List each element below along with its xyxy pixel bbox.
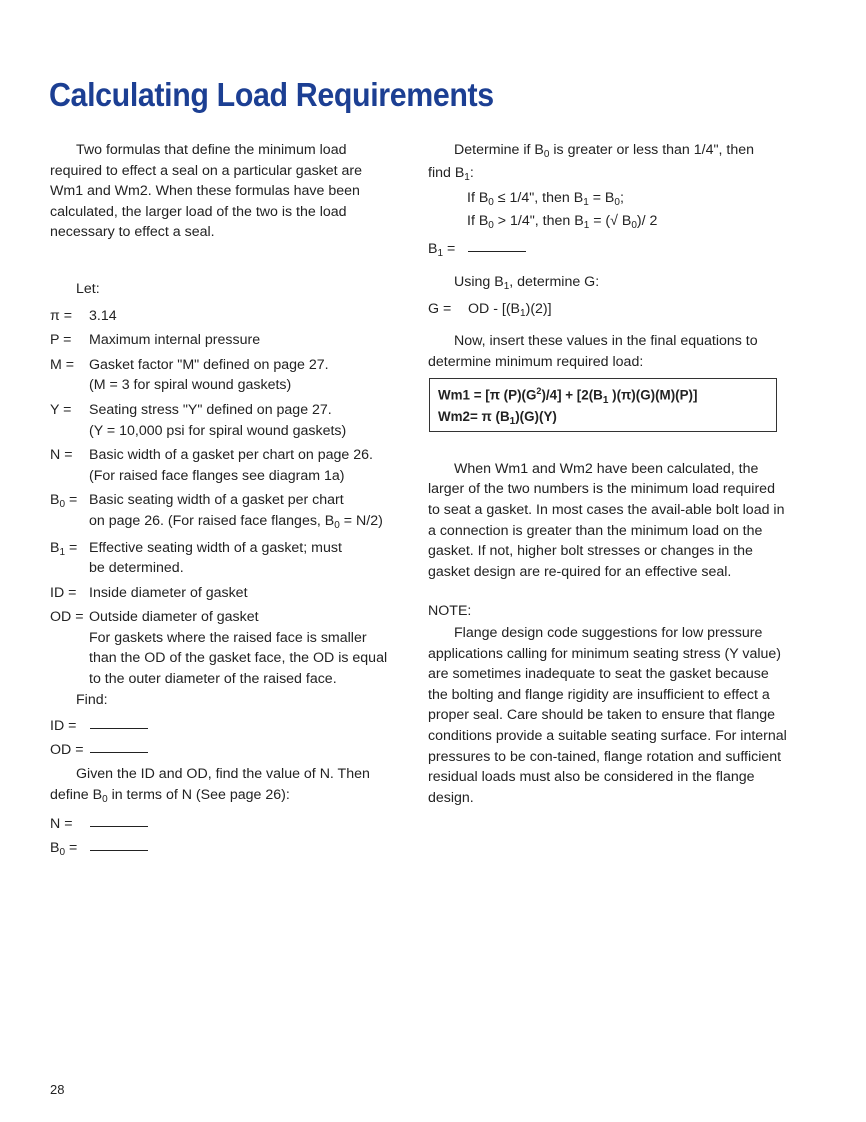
when-paragraph: When Wm1 and Wm2 have been calculated, the larger of the two numbers is the minimum load required to seat a gasket. In most cases the avail-able bolt load in a connection is greater than the minimum load on the gasket. If not, higher bolt stresses or changes in the gasket design are re-quired for an effective seal. — [428, 460, 785, 580]
def-text: Inside diameter of gasket — [89, 584, 248, 601]
left-column — [50, 140, 395, 861]
wm1-formula: Wm1 = [π $(P)(G^2)/4] + [2(B_1$ )(π)(G)(M)(P)] — [438, 386, 698, 406]
using-line: Using $B_1$, determine G: — [454, 273, 600, 292]
g-formula: OD - $[(B_1)(2)]$ — [468, 300, 552, 319]
blank-line — [468, 239, 526, 252]
def-note: be determined. — [89, 560, 184, 577]
def-text: Basic width of a gasket per chart on page 26. — [89, 447, 373, 464]
page-number: 28 — [50, 1082, 65, 1097]
blank-line — [90, 716, 148, 729]
note-label: NOTE: — [428, 603, 472, 620]
def-b0 — [50, 490, 395, 533]
find-id-row — [50, 716, 395, 737]
def-symbol: OD = — [50, 609, 84, 626]
given-paragraph: Given the ID and OD, find the value of N. Then define $B_0$ in terms of N (See page 26): — [50, 766, 370, 806]
def-b1 — [50, 538, 395, 579]
fill-label: $B_0$ = — [50, 840, 78, 859]
find-od-row — [50, 740, 395, 761]
blank-line — [90, 838, 148, 851]
def-symbol: $B_1$ = — [50, 539, 78, 558]
def-id — [50, 583, 395, 604]
fill-label: OD = — [50, 741, 84, 758]
condition-1: If $B_0 \le 1/4$", then $B_1 = B_0$; — [467, 190, 624, 209]
blank-line — [90, 814, 148, 827]
def-text: 3.14 — [89, 307, 117, 324]
def-y — [50, 400, 395, 441]
fill-label: G = — [428, 300, 452, 317]
fill-label: N = — [50, 815, 73, 832]
def-text: Seating stress "Y" defined on page 27. — [89, 401, 332, 418]
def-note: For gaskets where the raised face is smaller than the OD of the gasket face, the OD is equal to the outer diameter of the raised face. — [89, 629, 388, 688]
right-column — [428, 140, 788, 808]
def-note: (For raised face flanges see diagram 1a) — [89, 467, 345, 484]
intro-paragraph: Two formulas that define the minimum load required to effect a seal on a particular gasket are Wm1 and Wm2. When these formulas have been calculated, the larger load of the two is the load necessary to effect a seal. — [50, 142, 363, 241]
b1-row — [428, 239, 788, 262]
def-note: (Y = 10,000 psi for spiral wound gaskets) — [89, 422, 347, 439]
def-text: Maximum internal pressure — [89, 332, 261, 349]
def-note: (M = 3 for spiral wound gaskets) — [89, 377, 292, 394]
wm2-formula: Wm2= π $(B_1)(G)(Y)$ — [438, 408, 557, 427]
def-od — [50, 607, 395, 689]
def-m — [50, 355, 395, 396]
def-symbol: Y = — [50, 401, 72, 418]
blank-line — [90, 740, 148, 753]
def-note: on page 26. (For raised face flanges, $B_0 = N/2$) — [89, 512, 383, 531]
determine-line: Determine if $B_0$ is greater or less than 1/4", then — [454, 142, 755, 160]
def-symbol: $B_0$ = — [50, 492, 78, 511]
page-title: Calculating Load Requirements — [49, 76, 494, 113]
now-paragraph: Now, insert these values in the final equations to determine minimum required load: — [428, 333, 758, 370]
def-text: Outside diameter of gasket — [89, 609, 259, 626]
formula-box — [429, 378, 777, 431]
def-n — [50, 445, 395, 486]
def-text: Effective seating width of a gasket; must — [89, 539, 342, 556]
def-symbol: N = — [50, 447, 73, 464]
let-label: Let: — [76, 280, 100, 297]
def-pi — [50, 306, 395, 327]
g-row — [428, 299, 788, 322]
def-text: Basic seating width of a gasket per chart — [89, 492, 344, 509]
find-label: Find: — [76, 691, 108, 708]
def-text: Gasket factor "M" defined on page 27. — [89, 356, 329, 373]
b0-row — [50, 838, 395, 861]
fill-label: ID = — [50, 718, 77, 735]
def-symbol: ID = — [50, 584, 77, 601]
def-symbol: P = — [50, 332, 72, 349]
note-paragraph: Flange design code suggestions for low pressure applications calling for minimum seating stress (Y value) are sometimes inadequate to seat the gasket because the bolting and flange rigidity are insufficient to effect a proper seal. Care should be taken to ensure that flange conditions provide a suitable seating surface. For internal pressures to be con-tained, flange rotation and sufficient residual loads must also be considered in the flange design. — [428, 624, 787, 806]
fill-label: $B_1$ = — [428, 241, 456, 260]
def-symbol: π = — [50, 307, 73, 324]
n-row — [50, 814, 395, 835]
def-symbol: M = — [50, 356, 75, 373]
def-p — [50, 330, 395, 351]
find-b1-line: find $B_1$: — [428, 164, 474, 183]
condition-2: If $B_0 > 1/4$", then $B_1$ = (√ $B_0)/$ 2 — [467, 212, 658, 231]
